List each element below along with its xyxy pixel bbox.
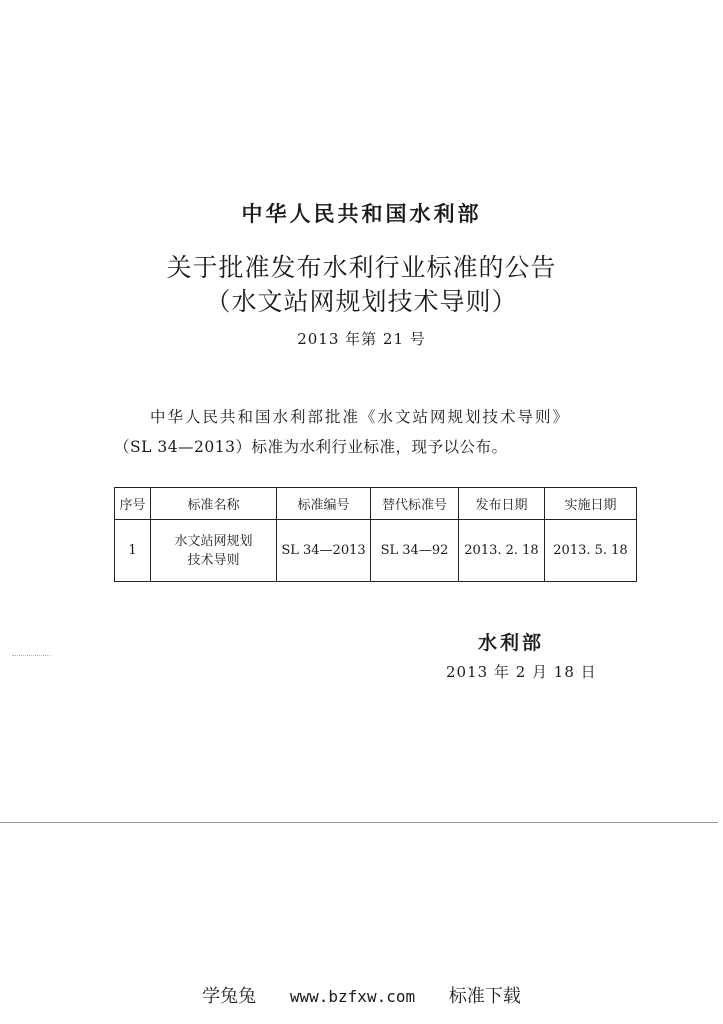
header-effective-date: 实施日期 bbox=[545, 488, 637, 520]
header-standard-code: 标准编号 bbox=[277, 488, 371, 520]
ministry-name: 中华人民共和国水利部 bbox=[241, 201, 482, 226]
header-replaced-code: 替代标准号 bbox=[371, 488, 459, 520]
page-footer bbox=[0, 982, 723, 1008]
footer-brand: 学兔兔 bbox=[202, 986, 257, 1007]
header-publish-date: 发布日期 bbox=[459, 488, 545, 520]
cell-effective-date: 2013. 5. 18 bbox=[545, 520, 637, 582]
issuer-signature: 水利部 bbox=[478, 632, 545, 654]
cell-standard-name-line-1: 水文站网规划 bbox=[174, 533, 253, 549]
header-index: 序号 bbox=[115, 488, 151, 520]
footer-tagline: 标准下载 bbox=[448, 986, 521, 1007]
header-standard-name: 标准名称 bbox=[151, 488, 277, 520]
body-paragraph-line-1: 中华人民共和国水利部批准《水文站网规划技术导则》 bbox=[150, 408, 571, 426]
body-paragraph-line-2: （SL 34—2013）标准为水利行业标准，现予以公布。 bbox=[114, 438, 508, 456]
cell-replaced-code: SL 34—92 bbox=[371, 520, 459, 582]
cell-standard-code: SL 34—2013 bbox=[277, 520, 371, 582]
cell-publish-date: 2013. 2. 18 bbox=[459, 520, 545, 582]
table-row bbox=[115, 520, 637, 582]
page-divider bbox=[0, 822, 718, 823]
announcement-subtitle: （水文站网规划技术导则） bbox=[205, 287, 518, 316]
document-number: 2013 年第 21 号 bbox=[297, 330, 426, 348]
scan-mark bbox=[12, 655, 50, 656]
announcement-title: 关于批准发布水利行业标准的公告 bbox=[166, 253, 557, 282]
issue-date: 2013 年 2 月 18 日 bbox=[446, 663, 597, 681]
standards-table bbox=[114, 487, 637, 582]
footer-url[interactable]: www.bzfxw.com bbox=[289, 987, 416, 1006]
cell-index: 1 bbox=[115, 520, 151, 582]
cell-standard-name-line-2: 技术导则 bbox=[187, 552, 240, 568]
table-header-row bbox=[115, 488, 637, 520]
cell-standard-name bbox=[151, 520, 277, 582]
